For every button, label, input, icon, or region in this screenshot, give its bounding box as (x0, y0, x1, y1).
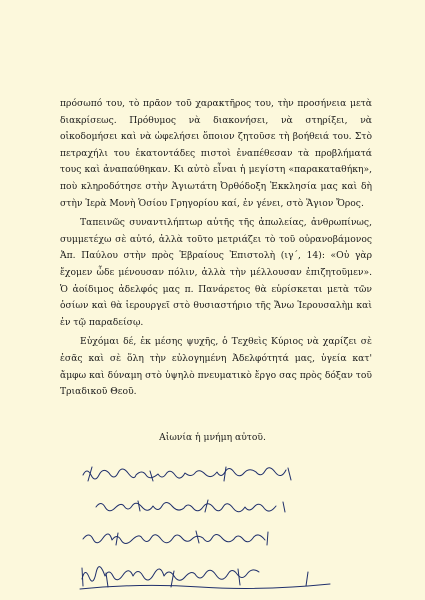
signature-scribble (78, 463, 378, 593)
handwritten-signature (78, 463, 378, 593)
paragraph: Ταπεινῶς συναντιλήπτωρ αὐτῆς τῆς ἀπωλείας, ἀνθρωπίνως, συμμετέχω σὲ αὐτό, ἀλλὰ τοῦτο μετριάζει τὸ τοῦ οὐρανοβάμονος Ἀπ. Παύλου στὴν πρὸς Ἑβραίους Ἐπιστολὴ (ιγ΄, 14): «Οὐ γὰρ ἔχομεν ὧδε μένουσαν πόλιν, ἀλλὰ τὴν μέλλουσαν ἐπιζητοῦμεν». Ὁ ἀοίδιμος ἀδελφός μας π. Πανάρετος θὰ εὑρίσκεται μετὰ τῶν ὁσίων καὶ θὰ ἱερουργεῖ στὸ θυσιαστήριο τῆς Ἄνω Ἱερουσαλὴμ καὶ ἐν τῷ παραδείσῳ. (60, 217, 372, 328)
closing-line: Αἰωνία ἡ μνήμη αὐτοῦ. (159, 432, 266, 443)
paragraph: Εὐχόμαι δέ, ἐκ μέσης ψυχῆς, ὁ Τεχθεὶς Κύριος νὰ χαρίζει σὲ ἐσᾶς καὶ σὲ ὅλη τὴν εὐλογημένη Ἀδελφότητά μας, ὑγεία κατ' ἄμφω καὶ δύναμη στὸ ὑψηλὸ πνευματικὸ ἔργο σας πρὸς δόξαν τοῦ Τριαδικοῦ Θεοῦ. (60, 336, 372, 398)
paragraph: πρόσωπό του, τὸ πρᾶον τοῦ χαρακτῆρος του, τὴν προσήνεια μετὰ διακρίσεως. Πρόθυμος νὰ διακονήσει, νὰ στηρίξει, νὰ οἰκοδομήσει καὶ νὰ ὠφελήσει ὅποιον ζητοῦσε τὴ βοήθειά του. Στὸ πετραχήλι του ἑκατοντάδες πιστοὶ ἐναπέθεσαν τὰ προβλήματά τους καὶ ἀναπαύθηκαν. Κι αὐτὸ εἶναι ἡ μεγίστη «παρακαταθήκη», ποὺ κληροδότησε στὴν Ἁγιωτάτη Ὀρθόδοξη Ἐκκλησία μας καὶ δὴ στὴν Ἱερὰ Μονὴ Ὁσίου Γρηγορίου καί, ἐν γένει, στὸ Ἅγιον Ὄρος. (60, 98, 372, 209)
letter-body (60, 96, 372, 404)
